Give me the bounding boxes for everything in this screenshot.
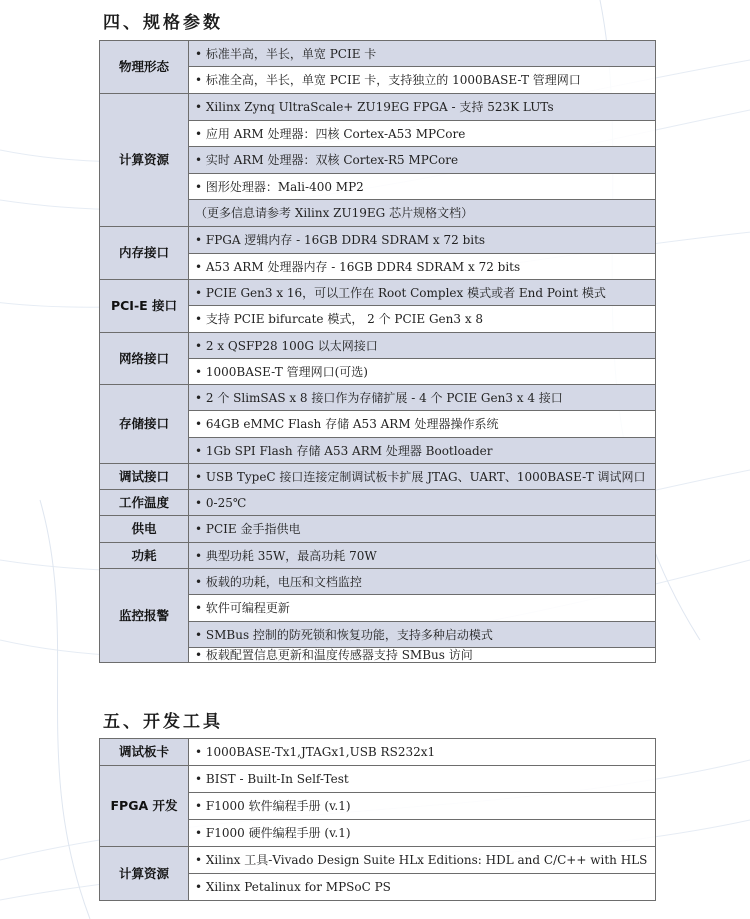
spec-item: • 64GB eMMC Flash 存储 A53 ARM 处理器操作系统 bbox=[189, 411, 656, 438]
spec-item: • 应用 ARM 处理器：四核 Cortex-A53 MPCore bbox=[189, 121, 656, 147]
spec-item: • Xilinx Petalinux for MPSoC PS bbox=[189, 874, 656, 901]
table-row bbox=[100, 280, 656, 306]
spec-item: • 软件可编程更新 bbox=[189, 595, 656, 622]
spec-item: • 2 x QSFP28 100G 以太网接口 bbox=[189, 333, 656, 359]
spec-item: • 0-25℃ bbox=[189, 490, 656, 516]
category-label: 物理形态 bbox=[100, 41, 189, 94]
spec-item: • F1000 软件编程手册 (v.1) bbox=[189, 793, 656, 820]
spec-item: • 标准半高，半长，单宽 PCIE 卡 bbox=[189, 41, 656, 67]
table-row bbox=[100, 94, 656, 121]
section-title-specs: 四、规格参数 bbox=[103, 13, 223, 33]
table-row bbox=[100, 569, 656, 595]
spec-item: • 典型功耗 35W，最高功耗 70W bbox=[189, 543, 656, 569]
category-label: PCI-E 接口 bbox=[100, 280, 189, 333]
category-label: 调试板卡 bbox=[100, 739, 189, 766]
spec-item: • Xilinx Zynq UltraScale+ ZU19EG FPGA - 支持 523K LUTs bbox=[189, 94, 656, 121]
spec-item: • 1000BASE-Tx1,JTAGx1,USB RS232x1 bbox=[189, 739, 656, 766]
table-row bbox=[100, 739, 656, 766]
section-title-dev-tools: 五、开发工具 bbox=[103, 712, 223, 732]
spec-item: • 实时 ARM 处理器：双核 Cortex-R5 MPCore bbox=[189, 147, 656, 174]
spec-item: • 板载配置信息更新和温度传感器支持 SMBus 访问 bbox=[189, 648, 656, 663]
category-label: 网络接口 bbox=[100, 333, 189, 385]
category-label: 供电 bbox=[100, 516, 189, 543]
table-row bbox=[100, 227, 656, 254]
spec-item: • Xilinx 工具-Vivado Design Suite HLx Editions: HDL and C/C++ with HLS bbox=[189, 847, 656, 874]
spec-item: • F1000 硬件编程手册 (v.1) bbox=[189, 820, 656, 847]
dev-tools-table bbox=[99, 738, 656, 901]
category-label: 计算资源 bbox=[100, 94, 189, 227]
spec-item: • A53 ARM 处理器内存 - 16GB DDR4 SDRAM x 72 bits bbox=[189, 254, 656, 280]
spec-table bbox=[99, 40, 656, 663]
category-label: FPGA 开发 bbox=[100, 766, 189, 847]
category-label: 工作温度 bbox=[100, 490, 189, 516]
spec-item: • 2 个 SlimSAS x 8 接口作为存储扩展 - 4 个 PCIE Gen3 x 4 接口 bbox=[189, 385, 656, 411]
category-label: 功耗 bbox=[100, 543, 189, 569]
category-label: 存储接口 bbox=[100, 385, 189, 464]
spec-item: • 图形处理器：Mali-400 MP2 bbox=[189, 174, 656, 200]
table-row bbox=[100, 766, 656, 793]
table-row bbox=[100, 543, 656, 569]
table-row bbox=[100, 847, 656, 874]
category-label: 监控报警 bbox=[100, 569, 189, 663]
table-row bbox=[100, 333, 656, 359]
spec-item: • SMBus 控制的防死锁和恢复功能，支持多种启动模式 bbox=[189, 622, 656, 648]
table-row bbox=[100, 490, 656, 516]
spec-item: • BIST - Built-In Self-Test bbox=[189, 766, 656, 793]
spec-item: • 支持 PCIE bifurcate 模式， 2 个 PCIE Gen3 x 8 bbox=[189, 306, 656, 333]
category-label: 计算资源 bbox=[100, 847, 189, 901]
spec-item: • PCIE 金手指供电 bbox=[189, 516, 656, 543]
category-label: 调试接口 bbox=[100, 464, 189, 490]
spec-item: • 标准全高，半长，单宽 PCIE 卡，支持独立的 1000BASE-T 管理网口 bbox=[189, 67, 656, 94]
spec-item: • 1Gb SPI Flash 存储 A53 ARM 处理器 Bootloader bbox=[189, 438, 656, 464]
spec-item: • USB TypeC 接口连接定制调试板卡扩展 JTAG、UART、1000BASE-T 调试网口 bbox=[189, 464, 656, 490]
spec-item: • PCIE Gen3 x 16，可以工作在 Root Complex 模式或者 End Point 模式 bbox=[189, 280, 656, 306]
table-row bbox=[100, 464, 656, 490]
table-row bbox=[100, 41, 656, 67]
spec-item: （更多信息请参考 Xilinx ZU19EG 芯片规格文档） bbox=[189, 200, 656, 227]
spec-item: • FPGA 逻辑内存 - 16GB DDR4 SDRAM x 72 bits bbox=[189, 227, 656, 254]
category-label: 内存接口 bbox=[100, 227, 189, 280]
table-row bbox=[100, 516, 656, 543]
spec-item: • 板载的功耗，电压和文档监控 bbox=[189, 569, 656, 595]
spec-item: • 1000BASE-T 管理网口(可选) bbox=[189, 359, 656, 385]
table-row bbox=[100, 385, 656, 411]
